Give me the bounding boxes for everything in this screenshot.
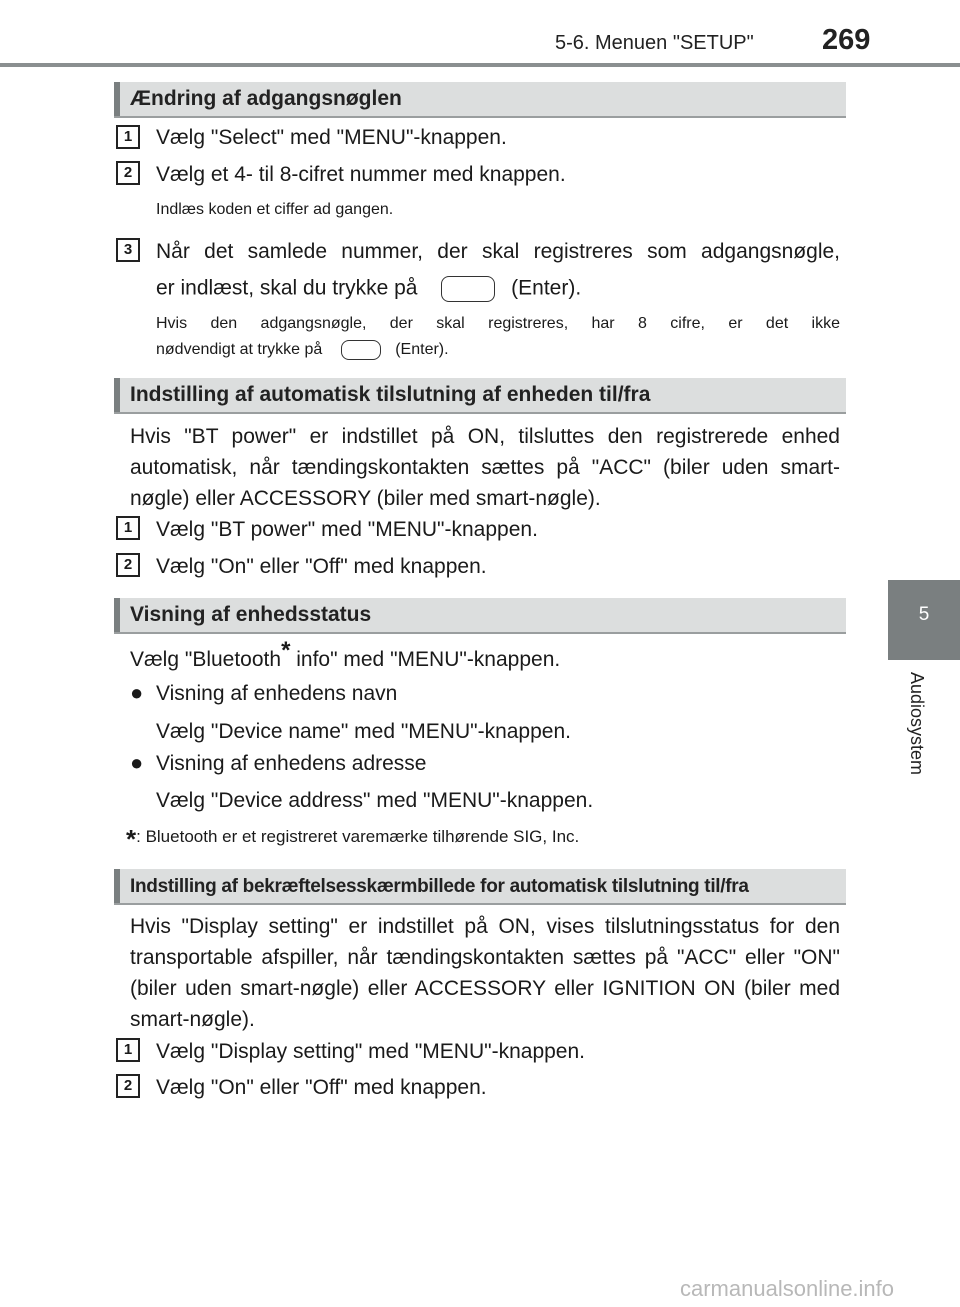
note-text: nødvendigt at trykke på [156,341,323,359]
watermark: carmanualsonline.info [680,1276,895,1301]
footnote-text: : Bluetooth er et registreret varemærke tilhørende SIG, Inc. [136,827,580,846]
step-text: Vælg "Select" med "MENU"-knappen. [156,126,507,149]
step-badge: 2 [116,553,140,577]
section-heading-text: Ændring af adgangsnøglen [130,87,402,110]
chapter-tab [888,580,960,660]
enter-button-icon [441,276,495,302]
step-badge: 3 [116,238,140,262]
section-heading-device-status [114,598,846,634]
step-text: Vælg "On" eller "Off" med knappen. [156,555,487,578]
note-text: (Enter). [395,341,449,359]
paragraph: Hvis "Display setting" er indstillet på ON, vises tilslutningsstatus for den transportable afspiller, når tændingskontakten sættes på "ACC" eller "ON" (biler uden smart-nøgle) eller ACCESSORY eller IGNITION ON (biler med smart-nøgle). [130,915,840,1031]
section-title: 5-6. Menuen "SETUP" [555,32,754,54]
chapter-label: Audiosystem [907,672,927,776]
enter-button-icon [341,340,381,360]
footnote-marker: * [126,824,137,854]
step-text: Vælg et 4- til 8-cifret nummer med knappen. [156,163,566,186]
page-header [0,0,960,64]
step-text: Når det samlede nummer, der skal registreres som adgangsnøgle, [156,240,840,263]
step-text: Vælg "Display setting" med "MENU"-knappen. [156,1040,585,1063]
step-badge: 1 [116,125,140,149]
step-badge: 1 [116,1038,140,1062]
footnote-marker: * [281,637,291,664]
section-heading-text: Indstilling af automatisk tilslutning af enheden til/fra [130,383,651,406]
page-number: 269 [822,24,871,56]
section-heading-auto-connect [114,378,846,414]
paragraph: Hvis "BT power" er indstillet på ON, tilsluttes den registrerede enhed automatisk, når tændingskontakten sættes på "ACC" (biler uden smart-nøgle) eller ACCESSORY (biler med smart-nøgle). [130,425,840,510]
bullet-text: Vælg "Device address" med "MENU"-knappen. [156,789,594,812]
step-badge: 2 [116,1074,140,1098]
step-text: Vælg "BT power" med "MENU"-knappen. [156,518,538,541]
step-badge: 1 [116,516,140,540]
section-heading-passkey [114,82,846,118]
step-text: (Enter). [511,276,582,300]
note-text-line [156,340,449,360]
step-text: er indlæst, skal du trykke på [156,276,418,300]
section-heading-text: Visning af enhedsstatus [130,603,372,626]
step-text-line [156,276,581,302]
header-rule [0,63,960,67]
bullet-heading: Visning af enhedens adresse [156,752,427,775]
section-heading-confirm-screen [114,869,846,905]
bullet-dot-icon: ● [130,680,144,705]
note-text: Indlæs koden et ciffer ad gangen. [156,201,394,218]
note-text: Hvis den adgangsnøgle, der skal registreres, har 8 cifre, er det ikke [156,315,840,332]
bullet-heading: Visning af enhedens navn [156,682,398,705]
footnote [126,824,579,855]
section-heading-text: Indstilling af bekræftelsesskærmbillede for automatisk tilslutning til/fra [130,876,749,897]
step-text: Vælg "On" eller "Off" med knappen. [156,1076,487,1099]
bullet-text: Vælg "Device name" med "MENU"-knappen. [156,720,571,743]
text: info" med "MENU"-knappen. [290,648,561,671]
text-line [130,637,561,672]
step-badge: 2 [116,161,140,185]
bullet-dot-icon: ● [130,750,144,775]
text: Vælg "Bluetooth [130,648,282,671]
chapter-number: 5 [918,604,930,625]
